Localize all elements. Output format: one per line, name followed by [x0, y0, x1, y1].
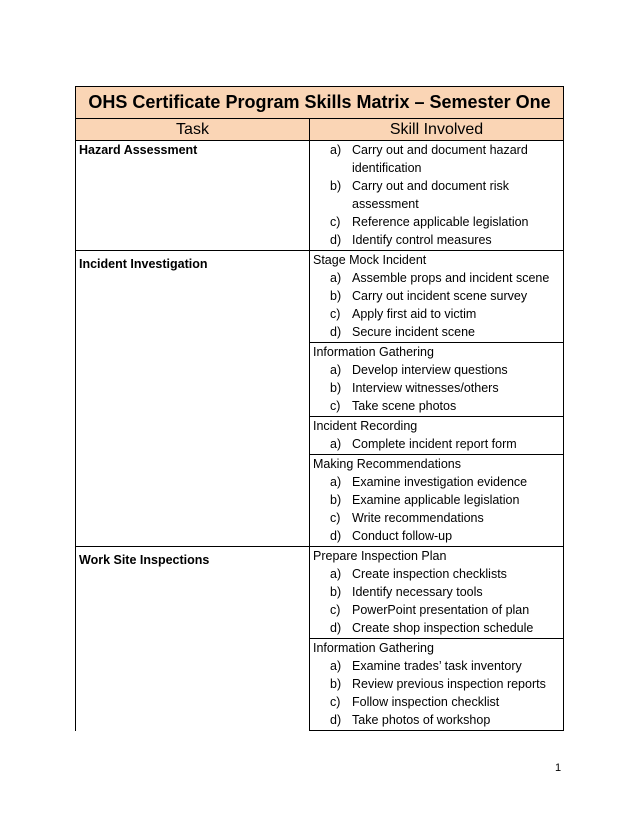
table-title: OHS Certificate Program Skills Matrix – Semester One — [76, 87, 564, 119]
list-item: a) Examine investigation evidence — [330, 475, 528, 489]
list-item: c) Take scene photos — [330, 399, 457, 413]
skill-list — [313, 565, 561, 637]
task-incident-investigation: Incident Investigation — [76, 251, 310, 547]
table-row — [76, 141, 564, 251]
list-item: c) PowerPoint presentation of plan — [330, 603, 530, 617]
list-item: c) Reference applicable legislation — [330, 215, 529, 229]
group-title: Prepare Inspection Plan — [313, 549, 447, 563]
list-item: a) Examine trades’ task inventory — [330, 659, 522, 673]
skills-hazard-assessment — [310, 141, 564, 251]
skill-list — [313, 269, 561, 341]
header-task: Task — [76, 119, 310, 141]
list-item: c) Follow inspection checklist — [330, 695, 500, 709]
list-item: b) Carry out incident scene survey — [330, 289, 528, 303]
skills-incident-recording — [310, 417, 564, 455]
header-skill: Skill Involved — [310, 119, 564, 141]
list-item: a) Develop interview questions — [330, 363, 508, 377]
list-item: d) Take photos of workshop — [330, 713, 491, 727]
skills-inspection-information-gathering — [310, 639, 564, 731]
list-item: b) Review previous inspection reports — [330, 677, 546, 691]
list-item: c) Write recommendations — [330, 511, 484, 525]
skill-list — [330, 141, 553, 249]
skills-matrix-table — [75, 86, 564, 731]
skill-list — [313, 435, 561, 453]
skill-list — [313, 473, 561, 545]
list-item: b) Interview witnesses/others — [330, 381, 499, 395]
list-item: a) Carry out and document hazard identification — [330, 143, 528, 175]
list-item: a) Complete incident report form — [330, 437, 517, 451]
list-item: c) Apply first aid to victim — [330, 307, 477, 321]
list-item: b) Identify necessary tools — [330, 585, 483, 599]
skill-list — [313, 657, 561, 729]
title-row — [76, 87, 564, 119]
list-item: d) Identify control measures — [330, 233, 492, 247]
list-item: d) Secure incident scene — [330, 325, 475, 339]
skills-making-recommendations — [310, 455, 564, 547]
page-number: 1 — [555, 762, 562, 774]
skills-prepare-inspection-plan — [310, 547, 564, 639]
list-item: b) Carry out and document risk assessment — [330, 179, 510, 211]
list-item: a) Create inspection checklists — [330, 567, 507, 581]
list-item: d) Conduct follow-up — [330, 529, 453, 543]
group-title: Making Recommendations — [313, 457, 461, 471]
table-row — [76, 547, 564, 639]
table-row — [76, 251, 564, 343]
skill-list — [313, 361, 561, 415]
task-work-site-inspections: Work Site Inspections — [76, 547, 310, 731]
list-item: a) Assemble props and incident scene — [330, 271, 550, 285]
group-title: Incident Recording — [313, 419, 418, 433]
list-item: b) Examine applicable legislation — [330, 493, 520, 507]
list-item: d) Create shop inspection schedule — [330, 621, 534, 635]
header-row — [76, 119, 564, 141]
group-title: Information Gathering — [313, 641, 434, 655]
skills-stage-mock-incident — [310, 251, 564, 343]
group-title: Information Gathering — [313, 345, 434, 359]
group-title: Stage Mock Incident — [313, 253, 427, 267]
skills-information-gathering — [310, 343, 564, 417]
task-hazard-assessment: Hazard Assessment — [76, 141, 310, 251]
